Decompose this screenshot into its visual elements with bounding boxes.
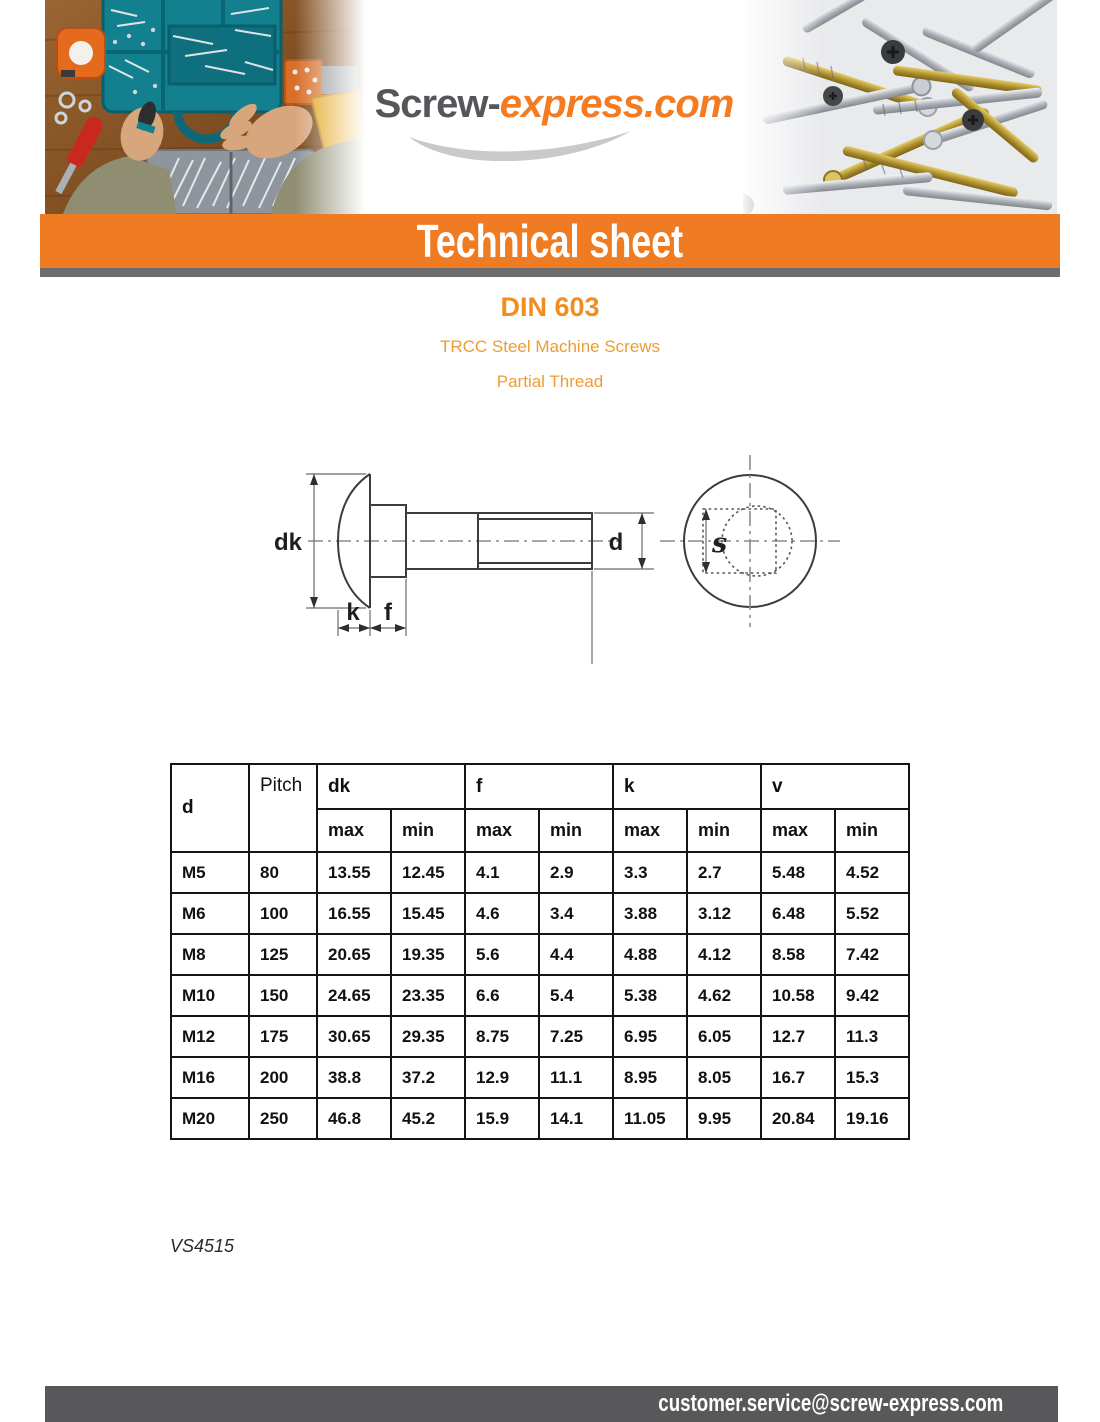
- cell: 15.3: [835, 1057, 909, 1098]
- cell: M10: [171, 975, 249, 1016]
- table-row-m8: [171, 934, 909, 975]
- cell: M8: [171, 934, 249, 975]
- thread-subtitle: Partial Thread: [496, 372, 604, 391]
- cell: 4.4: [539, 934, 613, 975]
- cell: 250: [249, 1098, 317, 1139]
- footer-bar: [45, 1386, 1058, 1422]
- subheader-dk-max: max: [317, 809, 391, 852]
- cell: 38.8: [317, 1057, 391, 1098]
- logo-text-dark: Screw-: [374, 82, 500, 126]
- cell: 20.65: [317, 934, 391, 975]
- cell: 14.1: [539, 1098, 613, 1139]
- cell: 16.7: [761, 1057, 835, 1098]
- cell: 8.75: [465, 1016, 539, 1057]
- workbench-photo: [45, 0, 365, 214]
- cell: 11.3: [835, 1016, 909, 1057]
- cell: 3.12: [687, 893, 761, 934]
- cell: 4.1: [465, 852, 539, 893]
- subheader-f-max: max: [465, 809, 539, 852]
- cell: 80: [249, 852, 317, 893]
- title-block: [0, 292, 1100, 392]
- cell: 150: [249, 975, 317, 1016]
- logo-text-orange: express.com: [499, 82, 734, 126]
- cell: 19.35: [391, 934, 465, 975]
- cell: 24.65: [317, 975, 391, 1016]
- dimensions-table: [170, 763, 910, 1140]
- cell: 5.38: [613, 975, 687, 1016]
- cell: 4.6: [465, 893, 539, 934]
- subheader-dk-min: min: [391, 809, 465, 852]
- cell: 6.05: [687, 1016, 761, 1057]
- subheader-v-min: min: [835, 809, 909, 852]
- logo-swoosh-graphic: [399, 129, 639, 161]
- cell: 3.3: [613, 852, 687, 893]
- cell: M5: [171, 852, 249, 893]
- cell: 20.84: [761, 1098, 835, 1139]
- col-header-dk: dk: [317, 764, 465, 809]
- contact-email: customer.service@screw-express.com: [657, 1390, 1003, 1417]
- subheader-v-max: max: [761, 809, 835, 852]
- cell: 2.7: [687, 852, 761, 893]
- cell: 8.58: [761, 934, 835, 975]
- s-label: s: [712, 528, 728, 559]
- cell: 4.62: [687, 975, 761, 1016]
- col-header-pitch: Pitch: [249, 764, 317, 852]
- col-header-k: k: [613, 764, 761, 809]
- cell: 16.55: [317, 893, 391, 934]
- cell: 5.6: [465, 934, 539, 975]
- cell: 10.58: [761, 975, 835, 1016]
- cell: 5.52: [835, 893, 909, 934]
- cell: 4.12: [687, 934, 761, 975]
- cell: 7.42: [835, 934, 909, 975]
- cell: 37.2: [391, 1057, 465, 1098]
- cell: 11.1: [539, 1057, 613, 1098]
- cell: 5.48: [761, 852, 835, 893]
- cell: M20: [171, 1098, 249, 1139]
- cell: 5.4: [539, 975, 613, 1016]
- cell: 8.05: [687, 1057, 761, 1098]
- cell: 4.88: [613, 934, 687, 975]
- col-header-v: v: [761, 764, 909, 809]
- cell: 12.7: [761, 1016, 835, 1057]
- cell: 45.2: [391, 1098, 465, 1139]
- table-row-m5: [171, 852, 909, 893]
- cell: 4.52: [835, 852, 909, 893]
- cell: 15.9: [465, 1098, 539, 1139]
- cell: 12.9: [465, 1057, 539, 1098]
- f-label: f: [384, 599, 392, 626]
- cell: 7.25: [539, 1016, 613, 1057]
- cell: 13.55: [317, 852, 391, 893]
- subheader-f-min: min: [539, 809, 613, 852]
- cell: 9.42: [835, 975, 909, 1016]
- col-header-f: f: [465, 764, 613, 809]
- cell: 175: [249, 1016, 317, 1057]
- cell: 3.88: [613, 893, 687, 934]
- col-header-d: d: [171, 764, 249, 852]
- tape-measure: [57, 28, 105, 78]
- cell: M6: [171, 893, 249, 934]
- cell: 6.6: [465, 975, 539, 1016]
- cell: 23.35: [391, 975, 465, 1016]
- document-code: VS4515: [170, 1236, 235, 1256]
- cell: 9.95: [687, 1098, 761, 1139]
- cell: 12.45: [391, 852, 465, 893]
- cell: 6.95: [613, 1016, 687, 1057]
- d-label: d: [608, 529, 624, 556]
- brand-logo: [365, 0, 743, 214]
- banner-title: Technical sheet: [416, 215, 684, 267]
- table-header-row: [171, 764, 909, 809]
- table-row-m12: [171, 1016, 909, 1057]
- cell: 2.9: [539, 852, 613, 893]
- subheader-k-max: max: [613, 809, 687, 852]
- cell: 11.05: [613, 1098, 687, 1139]
- cell: M16: [171, 1057, 249, 1098]
- cell: 8.95: [613, 1057, 687, 1098]
- product-subtitle: TRCC Steel Machine Screws: [439, 337, 661, 356]
- cell: 125: [249, 934, 317, 975]
- bolt-technical-drawing: [260, 438, 860, 673]
- dk-label: dk: [273, 529, 303, 556]
- cell: 100: [249, 893, 317, 934]
- subheader-k-min: min: [687, 809, 761, 852]
- title-banner: [40, 214, 1060, 268]
- cell: M12: [171, 1016, 249, 1057]
- cell: 3.4: [539, 893, 613, 934]
- cell: 30.65: [317, 1016, 391, 1057]
- k-label: k: [346, 599, 360, 626]
- standard-title: DIN 603: [500, 292, 600, 322]
- table-row-m10: [171, 975, 909, 1016]
- screw-pile-photo: [743, 0, 1057, 214]
- cell: 46.8: [317, 1098, 391, 1139]
- cell: 6.48: [761, 893, 835, 934]
- table-row-m16: [171, 1057, 909, 1098]
- table-row-m20: [171, 1098, 909, 1139]
- banner-shadow: [40, 268, 1060, 277]
- cell: 15.45: [391, 893, 465, 934]
- cell: 19.16: [835, 1098, 909, 1139]
- cell: 29.35: [391, 1016, 465, 1057]
- table-row-m6: [171, 893, 909, 934]
- cell: 200: [249, 1057, 317, 1098]
- logo-wordmark: [365, 82, 743, 127]
